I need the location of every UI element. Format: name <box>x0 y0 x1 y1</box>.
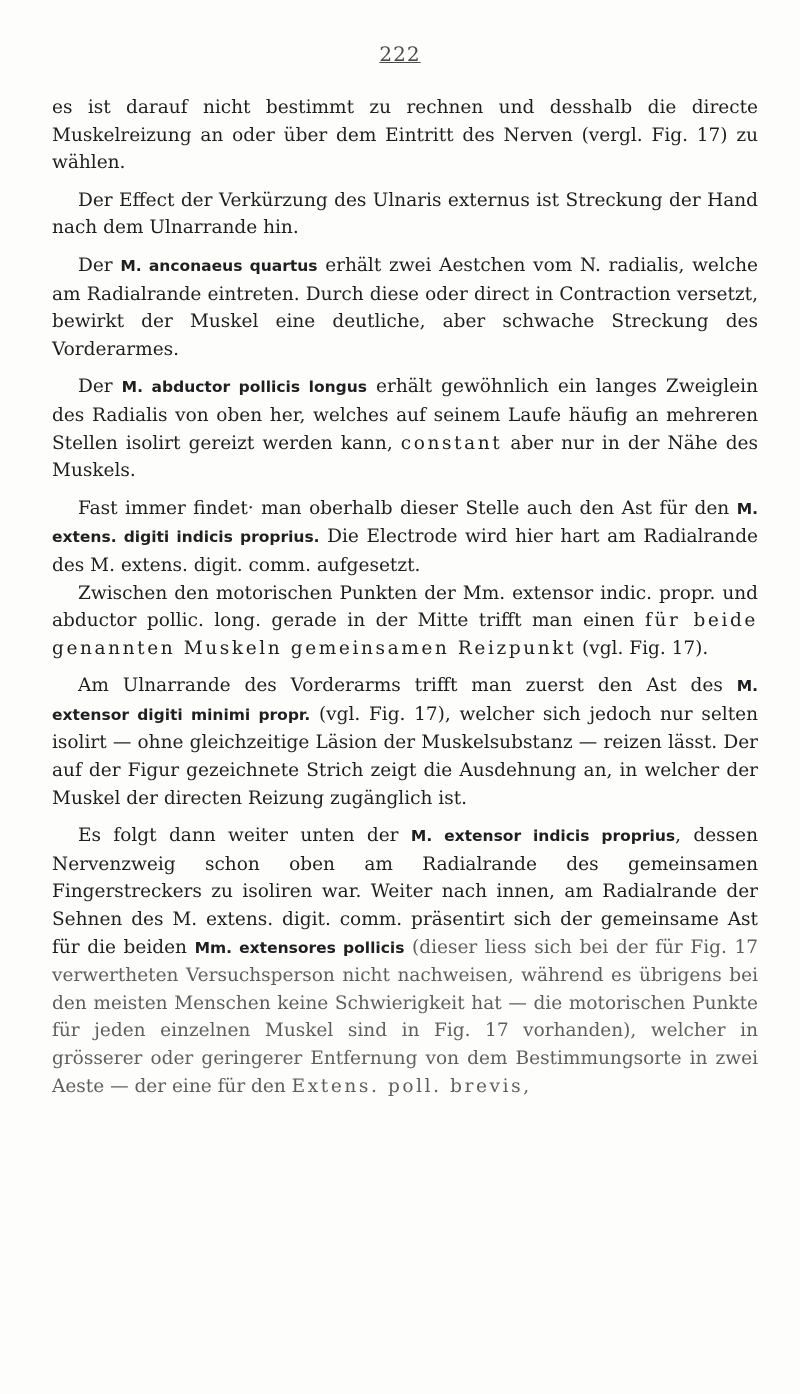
paragraph-8-text-c: (dieser liess sich bei der für Fig. 17 verwertheten Versuchsperson nicht nachweisen, während es übrigens bei den meisten Menschen keine Schwierigkeit hat — die motorischen Punkte für jeden einzelnen Muskel sind in Fig. 17 vorhanden), welcher in grösserer oder geringerer Entfernung von dem Bestimmungsorte in zwei Aeste — der eine für den <box>52 936 758 1097</box>
paragraph-5 <box>52 495 758 580</box>
muscle-name-anconaeus: M. anconaeus quartus <box>120 256 318 275</box>
paragraph-6-text-b: (vgl. Fig. 17). <box>576 637 709 659</box>
paragraph-7-text-a: Am Ulnarrande des Vorderarms trifft man zuerst den Ast des <box>78 675 737 697</box>
paragraph-3 <box>52 252 758 363</box>
paragraph-7 <box>52 672 758 812</box>
paragraph-7-text-b: (vgl. Fig. 17), welcher sich jedoch nur selten isolirt — ohne gleichzeitige Läsion der Muskelsubstanz — reizen lässt. Der auf der Figur gezeichnete Strich zeigt die Ausdehnung an, in welcher der Muskel der directen Reizung zugänglich ist. <box>52 703 758 809</box>
paragraph-6 <box>52 580 758 663</box>
paragraph-5-text-b: Die Electrode wird hier hart am Radialrande des M. extens. digit. comm. aufgesetzt. <box>52 526 758 576</box>
paragraph-8-text-a: Es folgt dann weiter unten der <box>78 825 411 847</box>
paragraph-4-text-b: erhält gewöhnlich ein langes Zweiglein des Radialis von oben her, welches auf seinem Laufe häufig an mehreren Stellen isolirt gereizt werden kann, <box>52 376 758 454</box>
paragraph-3-text-b: erhält zwei Aestchen vom N. radialis, welche am Radialrande eintreten. Durch diese oder direct in Contraction versetzt, bewirkt der Muskel eine deutliche, aber schwache Streckung des Vorderarmes. <box>52 254 758 360</box>
emphasis-extens-poll-brevis: Extens. poll. brevis, <box>291 1075 532 1097</box>
page-number: 222 <box>379 42 421 66</box>
muscle-name-extensor-indicis-proprius: M. extensor indicis proprius <box>410 827 676 846</box>
muscle-name-extensores-pollicis: Mm. extensores pollicis <box>194 938 405 957</box>
paragraph-8 <box>52 822 758 1100</box>
paragraph-4-text-a: Der <box>78 376 122 398</box>
paragraph-2: Der Effect der Verkürzung des Ulnaris externus ist Streckung der Hand nach dem Ulnarrande hin. <box>52 189 758 239</box>
muscle-name-extensor-indicis: M. extens. digiti indicis proprius. <box>52 499 758 547</box>
paragraph-4-text-c: aber nur in der Nähe des Muskels. <box>52 432 758 482</box>
paragraph-8-text-b: , dessen Nervenzweig schon oben am Radialrande des gemeinsamen Fingerstreckers zu isoliren war. Weiter nach innen, am Radialrande der Sehnen des M. extens. digit. comm. präsentirt sich der gemeinsame Ast für die beiden <box>52 825 759 958</box>
muscle-name-abductor: M. abductor pollicis longus <box>121 378 367 397</box>
muscle-name-extensor-digiti-minimi: M. extensor digiti minimi propr. <box>52 677 758 724</box>
paragraph-3-text-a: Der <box>78 254 121 276</box>
emphasis-constant: constant <box>400 432 503 454</box>
paragraph-1: es ist darauf nicht bestimmt zu rechnen und desshalb die directe Muskelreizung an oder über dem Eintritt des Nerven (vergl. Fig. 17) zu wählen. <box>52 97 758 174</box>
body-text <box>52 94 758 1110</box>
paragraph-6-text-a: Zwischen den motorischen Punkten der Mm. extensor indic. propr. und abductor pollic. long. gerade in der Mitte trifft man einen <box>52 582 758 632</box>
paragraph-5-text-a: Fast immer findet· man oberhalb dieser Stelle auch den Ast für den <box>78 497 737 519</box>
emphasis-reizpunkt: für beide genannten Muskeln gemeinsamen Reizpunkt <box>52 610 758 659</box>
paragraph-4 <box>52 373 758 484</box>
